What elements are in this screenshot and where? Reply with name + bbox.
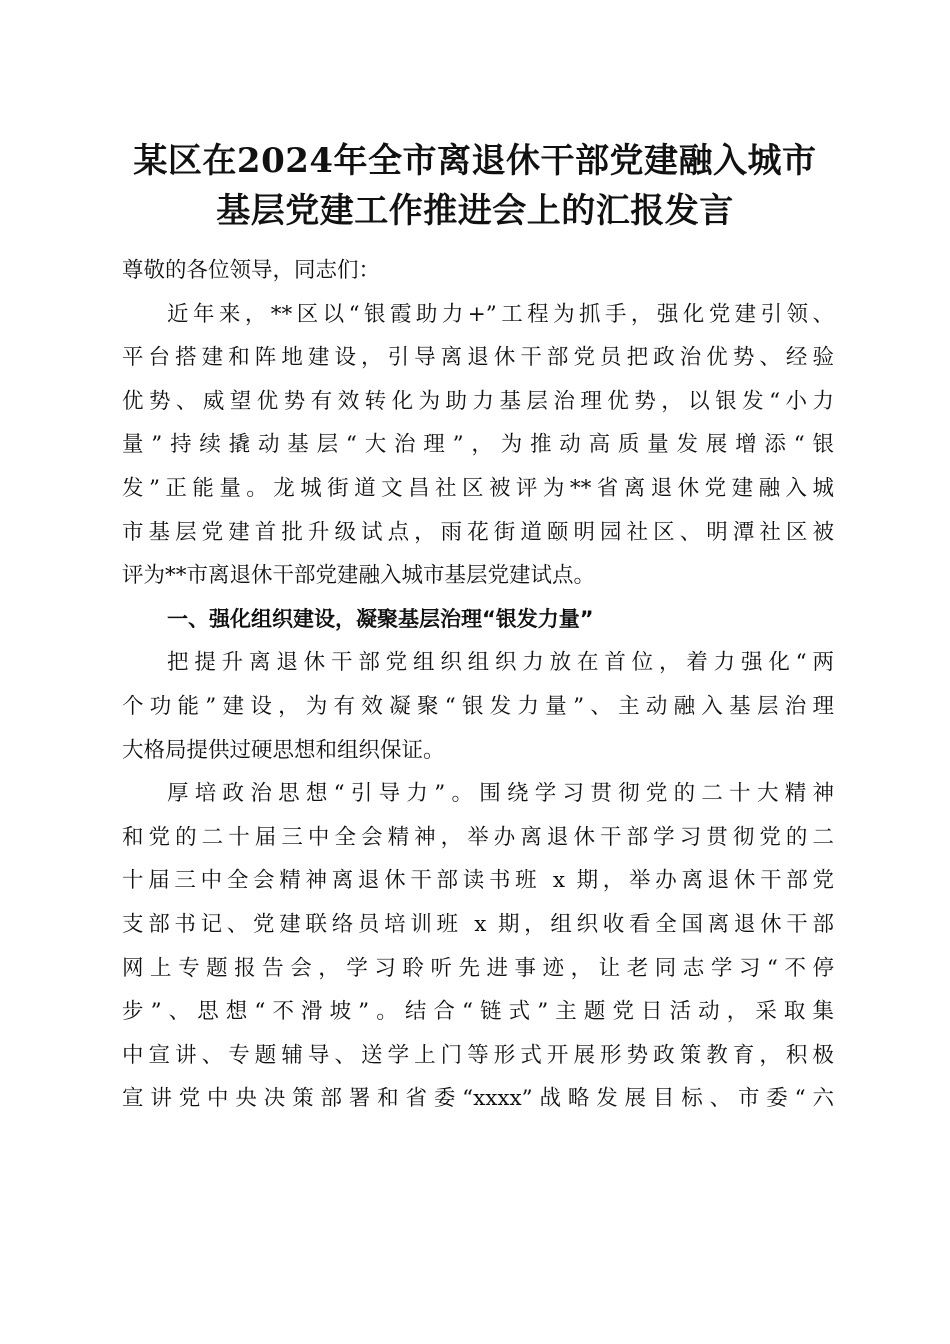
paragraph-1-line: 量”持续撬动基层“大治理”，为推动高质量发展增添“银 (122, 432, 834, 458)
paragraph-1-line: 评为**市离退休干部党建融入城市基层党建试点。 (122, 563, 596, 589)
section-heading-1: 一、强化组织建设，凝聚基层治理“银发力量” (167, 606, 594, 631)
paragraph-3-line: 中宣讲、专题辅导、送学上门等形式开展形势政策教育，积极 (122, 1042, 834, 1068)
paragraph-3-line: 支部书记、党建联络员培训班 x 期，组织收看全国离退休干部 (122, 911, 834, 937)
title-line-1: 某区在2024年全市离退休干部党建融入城市 (133, 141, 817, 181)
paragraph-1-line: 发”正能量。龙城街道文昌社区被评为**省离退休党建融入城 (122, 475, 834, 501)
paragraph-3-line: 十届三中全会精神离退休干部读书班 x 期，举办离退休干部党 (122, 868, 834, 894)
paragraph-3-line: 宣讲党中央决策部署和省委“xxxx”战略发展目标、市委“六 (122, 1086, 834, 1112)
salutation: 尊敬的各位领导，同志们： (122, 258, 381, 283)
document-title (60, 136, 890, 236)
document-body (122, 249, 834, 1121)
paragraph-1-line: 近年来，**区以“银霞助力+”工程为抓手，强化党建引领、 (167, 301, 834, 327)
paragraph-2-line: 个功能”建设，为有效凝聚“银发力量”、主动融入基层治理 (122, 693, 834, 719)
paragraph-3-line: 网上专题报告会，学习聆听先进事迹，让老同志学习“不停 (122, 955, 834, 981)
paragraph-3-line: 步”、思想“不滑坡”。结合“链式”主题党日活动，采取集 (122, 999, 834, 1025)
paragraph-1-line: 平台搭建和阵地建设，引导离退休干部党员把政治优势、经验 (122, 345, 834, 371)
paragraph-1-line: 优势、威望优势有效转化为助力基层治理优势，以银发“小力 (122, 388, 834, 414)
paragraph-1-line: 市基层党建首批升级试点，雨花街道颐明园社区、明潭社区被 (122, 519, 834, 545)
paragraph-3-line: 厚培政治思想“引导力”。围绕学习贯彻党的二十大精神 (167, 781, 834, 807)
paragraph-2-line: 大格局提供过硬思想和组织保证。 (122, 737, 445, 763)
title-line-2: 基层党建工作推进会上的汇报发言 (216, 191, 734, 231)
paragraph-2-line: 把提升离退休干部党组织组织力放在首位，着力强化“两 (167, 650, 834, 676)
paragraph-3-line: 和党的二十届三中全会精神，举办离退休干部学习贯彻党的二 (122, 824, 834, 850)
